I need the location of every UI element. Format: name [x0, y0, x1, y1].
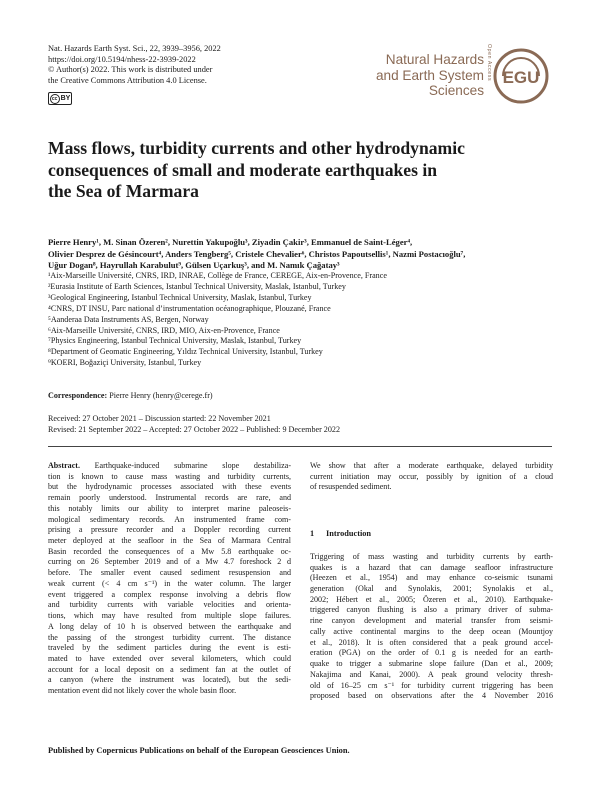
body-line: 2002; Hébert et al., 2005; Özeren et al., 2010). Earthquake-: [310, 594, 553, 604]
affiliation: ¹Aix-Marseille Université, CNRS, IRD, INRAE, Collège de France, CEREGE, Aix-en-Provence, France: [48, 271, 387, 280]
affiliation: ⁵Aanderaa Data Instruments AS, Bergen, Norway: [48, 314, 209, 324]
author-line: Olivier Desprez de Gésincourt⁴, Anders Tengberg⁵, Cristele Chevalier⁶, Christos Papoutsellis¹, Nazmi Postacıoğlu⁷,: [48, 248, 466, 259]
abstract-line: Basin recorded the consequences of a Mw 5.8 earthquake oc-: [48, 546, 291, 556]
dates-line: Revised: 21 September 2022 – Accepted: 27 October 2022 – Published: 9 December 2022: [48, 425, 340, 435]
copyright-text: © Author(s) 2022. This work is distributed under: [48, 65, 213, 75]
body-line: (Heezen et al., 1954) and may enhance co-seismic tsunami: [310, 573, 553, 583]
author-line: Uğur Dogan⁸, Hayrullah Karabulut⁹, Gülsen Uçarkuş³, and M. Namık Çağatay³: [48, 260, 340, 270]
journal-name: Natural Hazards and Earth System Sciences: [375, 52, 484, 98]
abstract-line: event triggered a complex response involving a debris flow: [48, 589, 291, 599]
abstract-line: tion is known to cause mass wasting and turbidity currents,: [48, 471, 291, 481]
affiliation-list: [48, 271, 558, 369]
abstract-line: mated to have extended over several kilometers, which could: [48, 653, 291, 663]
affiliation: ⁹KOERI, Boğaziçi University, Istanbul, Turkey: [48, 358, 202, 368]
cc-by-badge-icon[interactable]: cc BY: [48, 92, 72, 105]
doi-link[interactable]: https://doi.org/10.5194/nhess-22-3939-2022: [48, 54, 196, 64]
abstract-line: a canyon (where the instrument was located), but the sedi-: [48, 675, 291, 685]
section-number: 1: [310, 529, 315, 539]
body-line: eration (PGA) on the order of 0.1 g is needed for an earth-: [310, 648, 553, 658]
publication-dates: [48, 413, 340, 435]
article-metadata: [48, 44, 221, 86]
section-title: Introduction: [326, 529, 372, 539]
body-line: proposed based on observations after the 4 November 2016: [310, 691, 553, 701]
correspondence-email[interactable]: Pierre Henry (henry@cerege.fr): [107, 391, 213, 400]
body-line: triggered canyon flushing is also a primary driver of subma-: [310, 605, 553, 615]
right-column: [310, 461, 553, 702]
body-line: Triggering of mass wasting and turbidity currents by earth-: [310, 551, 553, 561]
abstract-line: prising a pressure recorder and a Doppler recording current: [48, 525, 291, 535]
body-line: cally active continental margins to the deep ocean (Mountjoy: [310, 626, 553, 636]
egu-logo-icon: [493, 48, 549, 104]
citation: Nat. Hazards Earth Syst. Sci., 22, 3939–3956, 2022: [48, 44, 221, 53]
open-access-label: Open Access: [486, 44, 492, 82]
abstract-line: current initiation may occur, possibly by ignition of a cloud: [310, 471, 553, 481]
affiliation: ⁴CNRS, DT INSU, Parc national d’instrumentation océanographique, Plouzané, France: [48, 303, 331, 313]
divider: [48, 446, 552, 447]
abstract: Abstract. Earthquake-induced submarine slope destabiliza- tion is known to cause mass wasting and turbidity currents, but the hydrodynamic processes associated with these events remain poorly understood. Instrumental records are rare, and this notably limits our ability to interpret marine paleoseis- mological sedimentary records. An instrumented frame com- prising a pressure recorder and a Doppler recording current meter deployed at the seafloor in the Sea of Marmara Central Basin recorded the consequences of a Mw 5.8 earthquake oc- curring on 26 September 2019 and of a Mw 4.7 foreshock 2 d before. The smaller event caused sediment resuspension and weak current (< 4 cm s⁻¹) in the water column. The larger event triggered a complex response involving a debris flow and turbidity currents with variable velocities and orienta- tions, which may have resulted from multiple slope failures. A long delay of 10 h is observed between the earthquake and the passing of the strongest turbidity current. The distance traveled by the sediment particles during the event is esti- mated to have extended over several kilometers, which could account for a local deposit on a sediment fan at the outlet of a canyon (where the instrument was located), but the sedi- mentation event did not likely cover the whole basin floor.: [48, 461, 291, 696]
abstract-line: We show that after a moderate earthquake, delayed turbidity: [310, 461, 553, 470]
abstract-line: A long delay of 10 h is observed between the earthquake and: [48, 621, 291, 631]
publisher-footer: Published by Copernicus Publications on behalf of the European Geosciences Union.: [48, 746, 350, 755]
affiliation: ⁸Department of Geomatic Engineering, Yıldız Technical University, Istanbul, Turkey: [48, 347, 323, 357]
affiliation: ⁶Aix-Marseille Université, CNRS, IRD, MIO, Aix-en-Provence, France: [48, 325, 280, 335]
body-line: old of 16–25 cm s⁻¹ for turbidity current triggering has been: [310, 680, 553, 690]
affiliation: ²Eurasia Institute of Earth Sciences, Istanbul Technical University, Maslak, Istanbul, Turkey: [48, 281, 346, 291]
abstract-line: before. The smaller event caused sediment resuspension and: [48, 568, 291, 578]
abstract-line: traveled by the sediment particles during the event is esti-: [48, 643, 291, 653]
author-line: Pierre Henry¹, M. Sinan Özeren², Nurettin Yakupoğlu³, Ziyadin Çakir³, Emmanuel de Saint-Léger⁴,: [48, 237, 413, 247]
author-list: [48, 237, 558, 272]
abstract-line: account for a local deposit on a sediment fan at the outlet of: [48, 664, 291, 674]
license-text: the Creative Commons Attribution 4.0 License.: [48, 75, 207, 85]
abstract-line: tions, which may have resulted from multiple slope failures.: [48, 611, 291, 621]
body-line: quakes is a hazard that can damage seafloor infrastructure: [310, 562, 553, 572]
abstract-line: weak current (< 4 cm s⁻¹) in the water column. The larger: [48, 578, 291, 588]
abstract-line: this notably limits our ability to interpret marine paleoseis-: [48, 503, 291, 513]
body-line: quake to trigger a submarine slope failure (Dan et al., 2009;: [310, 659, 553, 669]
correspondence: [48, 391, 213, 400]
abstract-line: mological sedimentary records. An instrumented frame com-: [48, 514, 291, 524]
abstract-line: and turbidity currents with variable velocities and orienta-: [48, 600, 291, 610]
abstract-line: the passing of the strongest turbidity current. The distance: [48, 632, 291, 642]
affiliation: ⁷Physics Engineering, Istanbul Technical University, Maslak, Istanbul, Turkey: [48, 336, 302, 346]
abstract-line: of resuspended sediment.: [310, 482, 392, 492]
correspondence-label: Correspondence:: [48, 391, 108, 400]
abstract-line: curring on 26 September 2019 and of a Mw 4.7 foreshock 2 d: [48, 557, 291, 567]
abstract-label: Abstract.: [48, 461, 80, 470]
body-line: et al., 2018). It is often considered that a peak ground accel-: [310, 637, 553, 647]
abstract-line: remain poorly understood. Instrumental records are rare, and: [48, 493, 291, 503]
abstract-line: meter deployed at the seafloor in the Sea of Marmara Central: [48, 536, 291, 546]
egu-logo-text: EGU: [502, 68, 540, 87]
body-line: rine canyon development and material transfer from seismi-: [310, 616, 553, 626]
body-line: Nakajima and Kanai, 2000). A peak ground velocity thresh-: [310, 669, 553, 679]
abstract-line: mentation event did not likely cover the whole basin floor.: [48, 686, 237, 696]
paper-title: Mass flows, turbidity currents and other hydrodynamic consequences of small and moderate earthquakes in the Sea of Marmara: [48, 138, 465, 201]
affiliation: ³Geological Engineering, Istanbul Technical University, Maslak, Istanbul, Turkey: [48, 292, 312, 302]
abstract-line: but the hydrodynamic processes associated with these events: [48, 482, 291, 492]
section-heading: [310, 529, 553, 540]
body-line: generation (Okal and Synolakis, 2001; Synolakis et al.,: [310, 584, 553, 594]
dates-line: Received: 27 October 2021 – Discussion started: 22 November 2021: [48, 414, 271, 423]
